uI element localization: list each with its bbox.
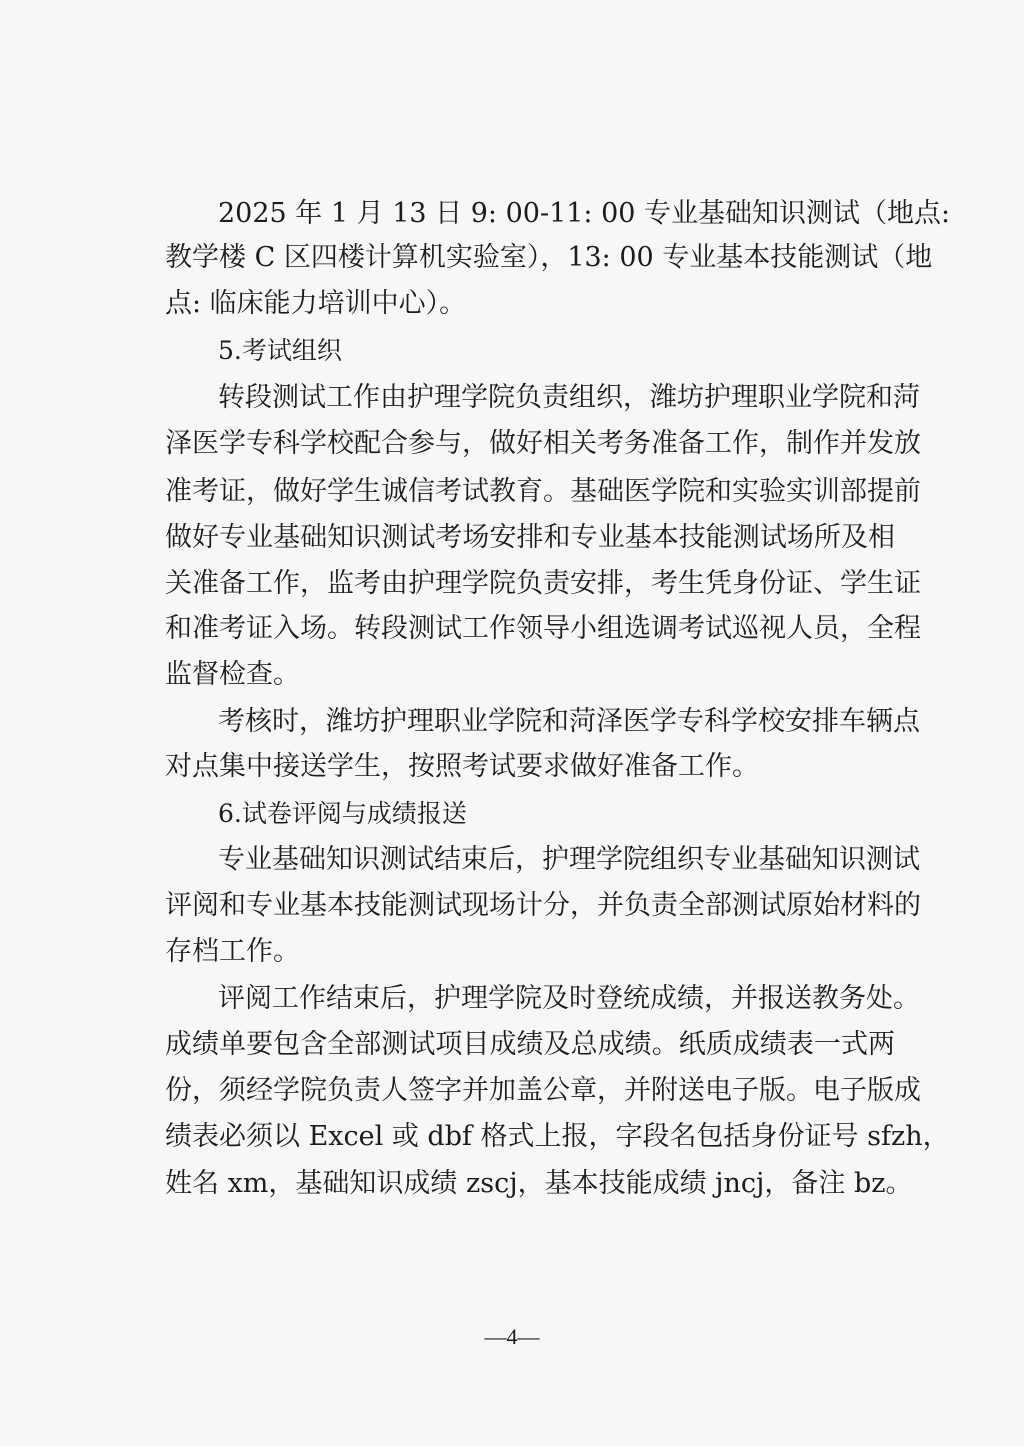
paragraph-line: 点: 临床能力培训中心）。	[165, 288, 467, 319]
paragraph-line: 做好专业基础知识测试考场安排和专业基本技能测试场所及相	[165, 522, 895, 553]
paragraph-line: 关准备工作，监考由护理学院负责安排，考生凭身份证、学生证	[165, 568, 921, 599]
paragraph-line: 存档工作。	[165, 936, 300, 967]
paragraph-line: 份，须经学院负责人签字并加盖公章，并附送电子版。电子版成	[165, 1075, 921, 1106]
section-heading: 5.考试组织	[218, 336, 342, 365]
paragraph-line: 对点集中接送学生，按照考试要求做好准备工作。	[165, 751, 759, 782]
paragraph-line: 2025 年 1 月 13 日 9: 00-11: 00 专业基础知识测试（地点:	[218, 198, 951, 229]
paragraph-line: 泽医学专科学校配合参与，做好相关考务准备工作，制作并发放	[165, 428, 921, 459]
paragraph-line: 教学楼 C 区四楼计算机实验室），13: 00 专业基本技能测试（地	[165, 242, 933, 273]
paragraph-line: 专业基础知识测试结束后，护理学院组织专业基础知识测试	[218, 844, 920, 875]
section-heading: 6.试卷评阅与成绩报送	[218, 799, 467, 828]
paragraph-line: 考核时，潍坊护理职业学院和菏泽医学专科学校安排车辆点	[218, 706, 920, 737]
paragraph-line: 评阅工作结束后，护理学院及时登统成绩，并报送教务处。	[218, 983, 920, 1014]
paragraph-line: 评阅和专业基本技能测试现场计分，并负责全部测试原始材料的	[165, 890, 921, 921]
paragraph-line: 和准考证入场。转段测试工作领导小组选调考试巡视人员，全程	[165, 613, 921, 644]
paragraph-line: 监督检查。	[165, 659, 300, 690]
paragraph-line: 姓名 xm，基础知识成绩 zscj，基本技能成绩 jncj，备注 bz。	[165, 1168, 913, 1199]
paragraph-line: 绩表必须以 Excel 或 dbf 格式上报，字段名包括身份证号 sfzh，	[165, 1121, 950, 1152]
page-number: —4—	[484, 1324, 540, 1349]
paragraph-line: 成绩单要包含全部测试项目成绩及总成绩。纸质成绩表一式两	[165, 1029, 895, 1060]
paragraph-line: 转段测试工作由护理学院负责组织，潍坊护理职业学院和菏	[218, 382, 920, 413]
paragraph-line: 准考证，做好学生诚信考试教育。基础医学院和实验实训部提前	[165, 476, 921, 507]
